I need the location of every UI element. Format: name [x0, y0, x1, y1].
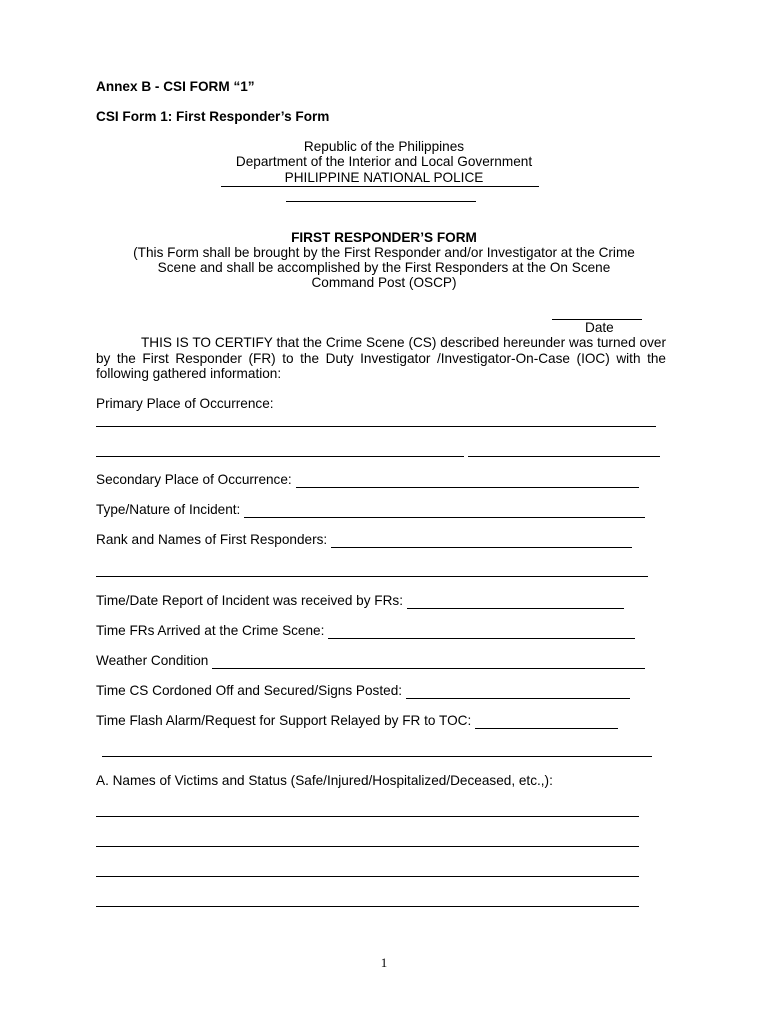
weather-label: Weather Condition: [96, 653, 209, 668]
instructions-line-3: Command Post (OSCP): [311, 275, 457, 290]
rank-names-field-line-2[interactable]: [96, 564, 648, 577]
weather-field[interactable]: [212, 656, 645, 669]
type-nature-field[interactable]: [244, 505, 645, 518]
primary-place-field-line-2a[interactable]: [96, 444, 464, 457]
time-cordoned-field[interactable]: [406, 686, 630, 699]
page-number: 1: [380, 955, 388, 970]
primary-place-field-line-1[interactable]: [96, 414, 656, 427]
instructions-line-1: (This Form shall be brought by the First Responder and/or Investigator at the Crime: [133, 245, 635, 260]
victims-field-line-1[interactable]: [96, 804, 639, 817]
header-pnp: PHILIPPINE NATIONAL POLICE: [284, 170, 484, 185]
header-republic: Republic of the Philippines: [303, 139, 465, 154]
victims-section-label: A. Names of Victims and Status (Safe/Injured/Hospitalized/Deceased, etc.,):: [96, 773, 553, 788]
date-label: Date: [585, 320, 614, 335]
header-office-blank-line[interactable]: [221, 186, 539, 187]
date-field[interactable]: [552, 305, 642, 320]
type-nature-row: [96, 502, 645, 518]
form-title: FIRST RESPONDER’S FORM: [291, 230, 477, 245]
time-flash-alarm-label: Time Flash Alarm/Request for Support Relayed by FR to TOC:: [96, 713, 472, 728]
header-department: Department of the Interior and Local Government: [235, 154, 533, 169]
time-date-report-row: [96, 593, 624, 609]
time-arrived-row: [96, 623, 635, 639]
rank-names-label: Rank and Names of First Responders:: [96, 532, 328, 547]
instructions-line-2: Scene and shall be accomplished by the First Responders at the On Scene: [157, 260, 611, 275]
primary-place-field-line-2b[interactable]: [468, 444, 660, 457]
weather-row: [96, 653, 645, 669]
form-subtitle: CSI Form 1: First Responder’s Form: [96, 109, 330, 124]
victims-field-line-4[interactable]: [96, 894, 639, 907]
time-cordoned-label: Time CS Cordoned Off and Secured/Signs Posted:: [96, 683, 403, 698]
time-date-report-label: Time/Date Report of Incident was received by FRs:: [96, 593, 403, 608]
secondary-place-row: [96, 472, 639, 488]
rank-names-row: [96, 532, 632, 548]
time-cordoned-row: [96, 683, 630, 699]
time-date-report-field[interactable]: [407, 596, 624, 609]
header-unit-blank-line[interactable]: [286, 201, 476, 202]
time-flash-alarm-field-line-2[interactable]: [102, 744, 652, 757]
time-flash-alarm-field[interactable]: [475, 716, 618, 729]
rank-names-field[interactable]: [331, 535, 632, 548]
time-arrived-field[interactable]: [328, 626, 635, 639]
type-nature-label: Type/Nature of Incident:: [96, 502, 241, 517]
secondary-place-field[interactable]: [296, 475, 639, 488]
victims-field-line-3[interactable]: [96, 864, 639, 877]
time-flash-alarm-row: [96, 713, 618, 729]
victims-field-line-2[interactable]: [96, 834, 639, 847]
time-arrived-label: Time FRs Arrived at the Crime Scene:: [96, 623, 325, 638]
certify-paragraph: THIS IS TO CERTIFY that the Crime Scene (CS) described hereunder was turned over by the First Responder (FR) to the Duty Investigator /Investigator-On-Case (IOC) with the following gathered information:: [96, 335, 666, 381]
primary-place-label: Primary Place of Occurrence:: [96, 396, 274, 411]
secondary-place-label: Secondary Place of Occurrence:: [96, 472, 292, 487]
annex-title: Annex B - CSI FORM “1”: [96, 79, 255, 94]
